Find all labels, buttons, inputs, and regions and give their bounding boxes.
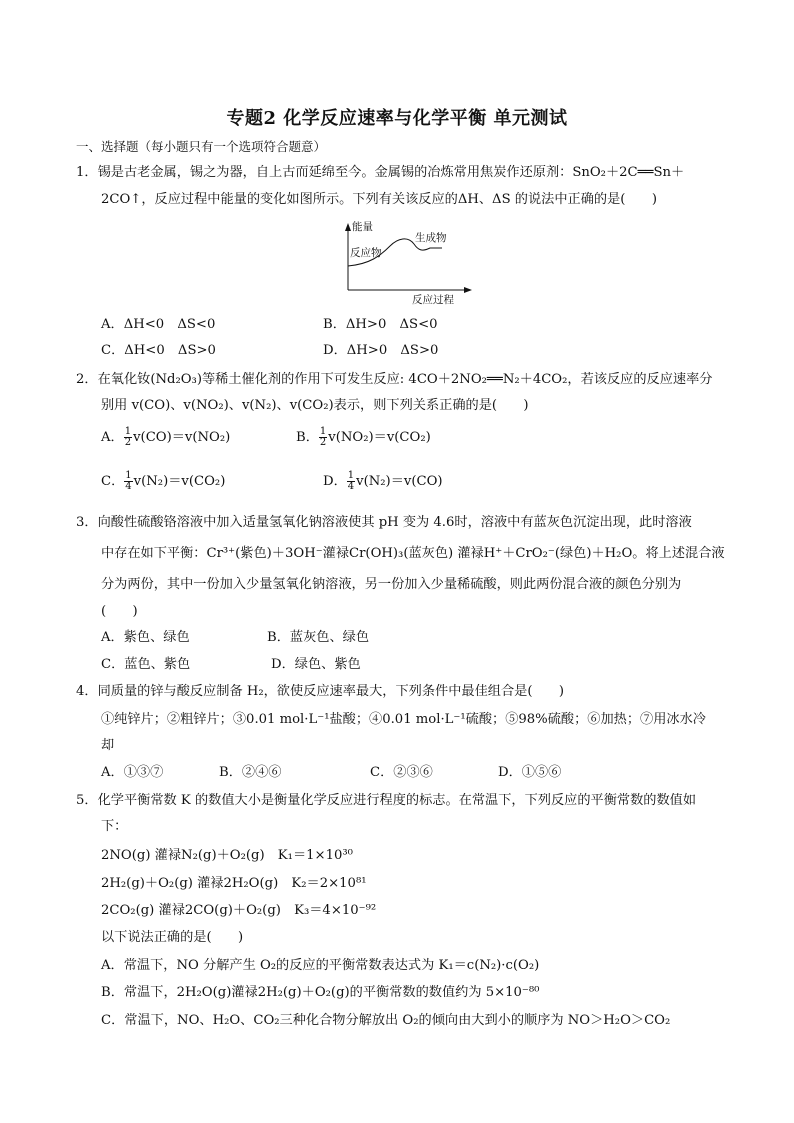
- x-axis-arrow: [464, 287, 472, 293]
- q2-option-b-expr: v(NO₂)＝v(CO₂): [328, 430, 431, 445]
- section-heading: 一、选择题（每小题只有一个选项符合题意）: [76, 139, 327, 154]
- q3-line3: 分为两份，其中一份加入少量氢氧化钠溶液，另一份加入少量稀硫酸，则此两份混合液的颜色分别为: [101, 577, 682, 592]
- q1-option-a: A．ΔH<0 ΔS<0: [101, 317, 216, 332]
- q3-option-c: C．蓝色、紫色: [101, 657, 191, 672]
- q4-option-c: C．②③⑥: [370, 765, 433, 780]
- q2-option-c-label: C．: [101, 474, 125, 489]
- q3-option-d: D．绿色、紫色: [271, 657, 361, 672]
- q2-option-d-expr: v(N₂)＝v(CO): [356, 474, 443, 489]
- y-axis-label: 能量: [352, 221, 373, 233]
- q1-line1: 1．锡是古老金属，锡之为器，自上古而延绵至今。金属锡的冶炼常用焦炭作还原剂：SnO₂＋2C══Sn＋: [76, 165, 685, 180]
- q2-option-c-expr: v(N₂)＝v(CO₂): [133, 474, 226, 489]
- product-label: 生成物: [415, 232, 447, 244]
- q3-line2: 中存在如下平衡：Cr³⁺(紫色)＋3OH⁻灌䘵Cr(OH)₃(蓝灰色) 灌䘵H⁺＋CrO₂⁻(绿色)＋H₂O。将上述混合液: [101, 546, 725, 561]
- q2-option-b-label: B．: [296, 430, 319, 445]
- q2-option-a-expr: v(CO)＝v(NO₂): [133, 430, 231, 445]
- q2-option-b: [296, 427, 431, 448]
- q4-line3: 却: [101, 738, 115, 753]
- q4-option-a: A．①③⑦: [101, 765, 164, 780]
- q1-option-d: D．ΔH>0 ΔS>0: [323, 343, 439, 358]
- q5-option-c: C．常温下，NO、H₂O、CO₂三种化合物分解放出 O₂的倾向由大到小的顺序为 NO＞H₂O＞CO₂: [101, 1013, 671, 1028]
- reactant-label: 反应物: [350, 247, 382, 259]
- fraction: $\frac{1}{4}$: [347, 470, 355, 492]
- q5-prompt: 以下说法正确的是( ): [101, 930, 244, 945]
- page-title: 专题2 化学反应速率与化学平衡 单元测试: [226, 108, 568, 129]
- q5-line1: 5．化学平衡常数 K 的数值大小是衡量化学反应进行程度的标志。在常温下，下列反应的平衡常数的数值如: [76, 793, 697, 808]
- q3-option-a: A．紫色、绿色: [101, 630, 190, 645]
- q2-line2: 别用 v(CO)、v(NO₂)、v(N₂)、v(CO₂)表示，则下列关系正确的是( ): [101, 398, 529, 413]
- x-axis-label: 反应过程: [412, 294, 454, 306]
- q2-option-a: [101, 427, 230, 448]
- q2-option-d: [323, 471, 443, 492]
- q2-line1: 2．在氧化钕(Nd₂O₃)等稀土催化剂的作用下可发生反应: 4CO＋2NO₂══N₂＋4CO₂，若该反应的反应速率分: [76, 372, 713, 387]
- fraction: $\frac{1}{2}$: [319, 426, 327, 448]
- q1-option-b: B．ΔH>0 ΔS<0: [323, 317, 438, 332]
- q2-option-a-label: A．: [101, 430, 124, 445]
- q1-option-c: C．ΔH<0 ΔS>0: [101, 343, 216, 358]
- q3-line1: 3．向酸性硫酸铬溶液中加入适量氢氧化钠溶液使其 pH 变为 4.6时，溶液中有蓝灰色沉淀出现，此时溶液: [76, 515, 692, 530]
- q4-line1: 4．同质量的锌与酸反应制备 H₂，欲使反应速率最大，下列条件中最佳组合是( ): [76, 684, 565, 699]
- q2-option-c: [101, 471, 225, 492]
- y-axis-arrow: [345, 223, 351, 231]
- q5-equation-2: 2H₂(g)＋O₂(g) 灌䘵2H₂O(g) K₂＝2×10⁸¹: [101, 876, 367, 891]
- fraction: $\frac{1}{4}$: [125, 470, 132, 492]
- q5-option-a: A．常温下，NO 分解产生 O₂的反应的平衡常数表达式为 K₁＝c(N₂)·c(O₂): [101, 958, 540, 973]
- q5-option-b: B．常温下，2H₂O(g)灌䘵2H₂(g)＋O₂(g)的平衡常数的数值约为 5×10⁻⁸⁰: [101, 985, 540, 1000]
- q5-equation-1: 2NO(g) 灌䘵N₂(g)＋O₂(g) K₁＝1×10³⁰: [101, 848, 353, 863]
- fraction: $\frac{1}{2}$: [124, 426, 132, 448]
- q3-option-b: B．蓝灰色、绿色: [267, 630, 370, 645]
- q4-line2: ①纯锌片；②粗锌片；③0.01 mol·L⁻¹盐酸；④0.01 mol·L⁻¹硫酸；⑤98%硫酸；⑥加热；⑦用冰水冷: [101, 712, 706, 727]
- q1-line2: 2CO↑，反应过程中能量的变化如图所示。下列有关该反应的ΔH、ΔS 的说法中正确的是( ): [101, 192, 657, 207]
- q4-option-b: B．②④⑥: [219, 765, 282, 780]
- q5-equation-3: 2CO₂(g) 灌䘵2CO(g)＋O₂(g) K₃＝4×10⁻⁹²: [101, 903, 377, 918]
- q4-option-d: D．①⑤⑥: [498, 765, 562, 780]
- q5-line2: 下：: [101, 819, 128, 834]
- energy-diagram: [330, 216, 480, 306]
- q2-option-d-label: D．: [323, 474, 347, 489]
- q3-line4: ( ): [101, 604, 138, 619]
